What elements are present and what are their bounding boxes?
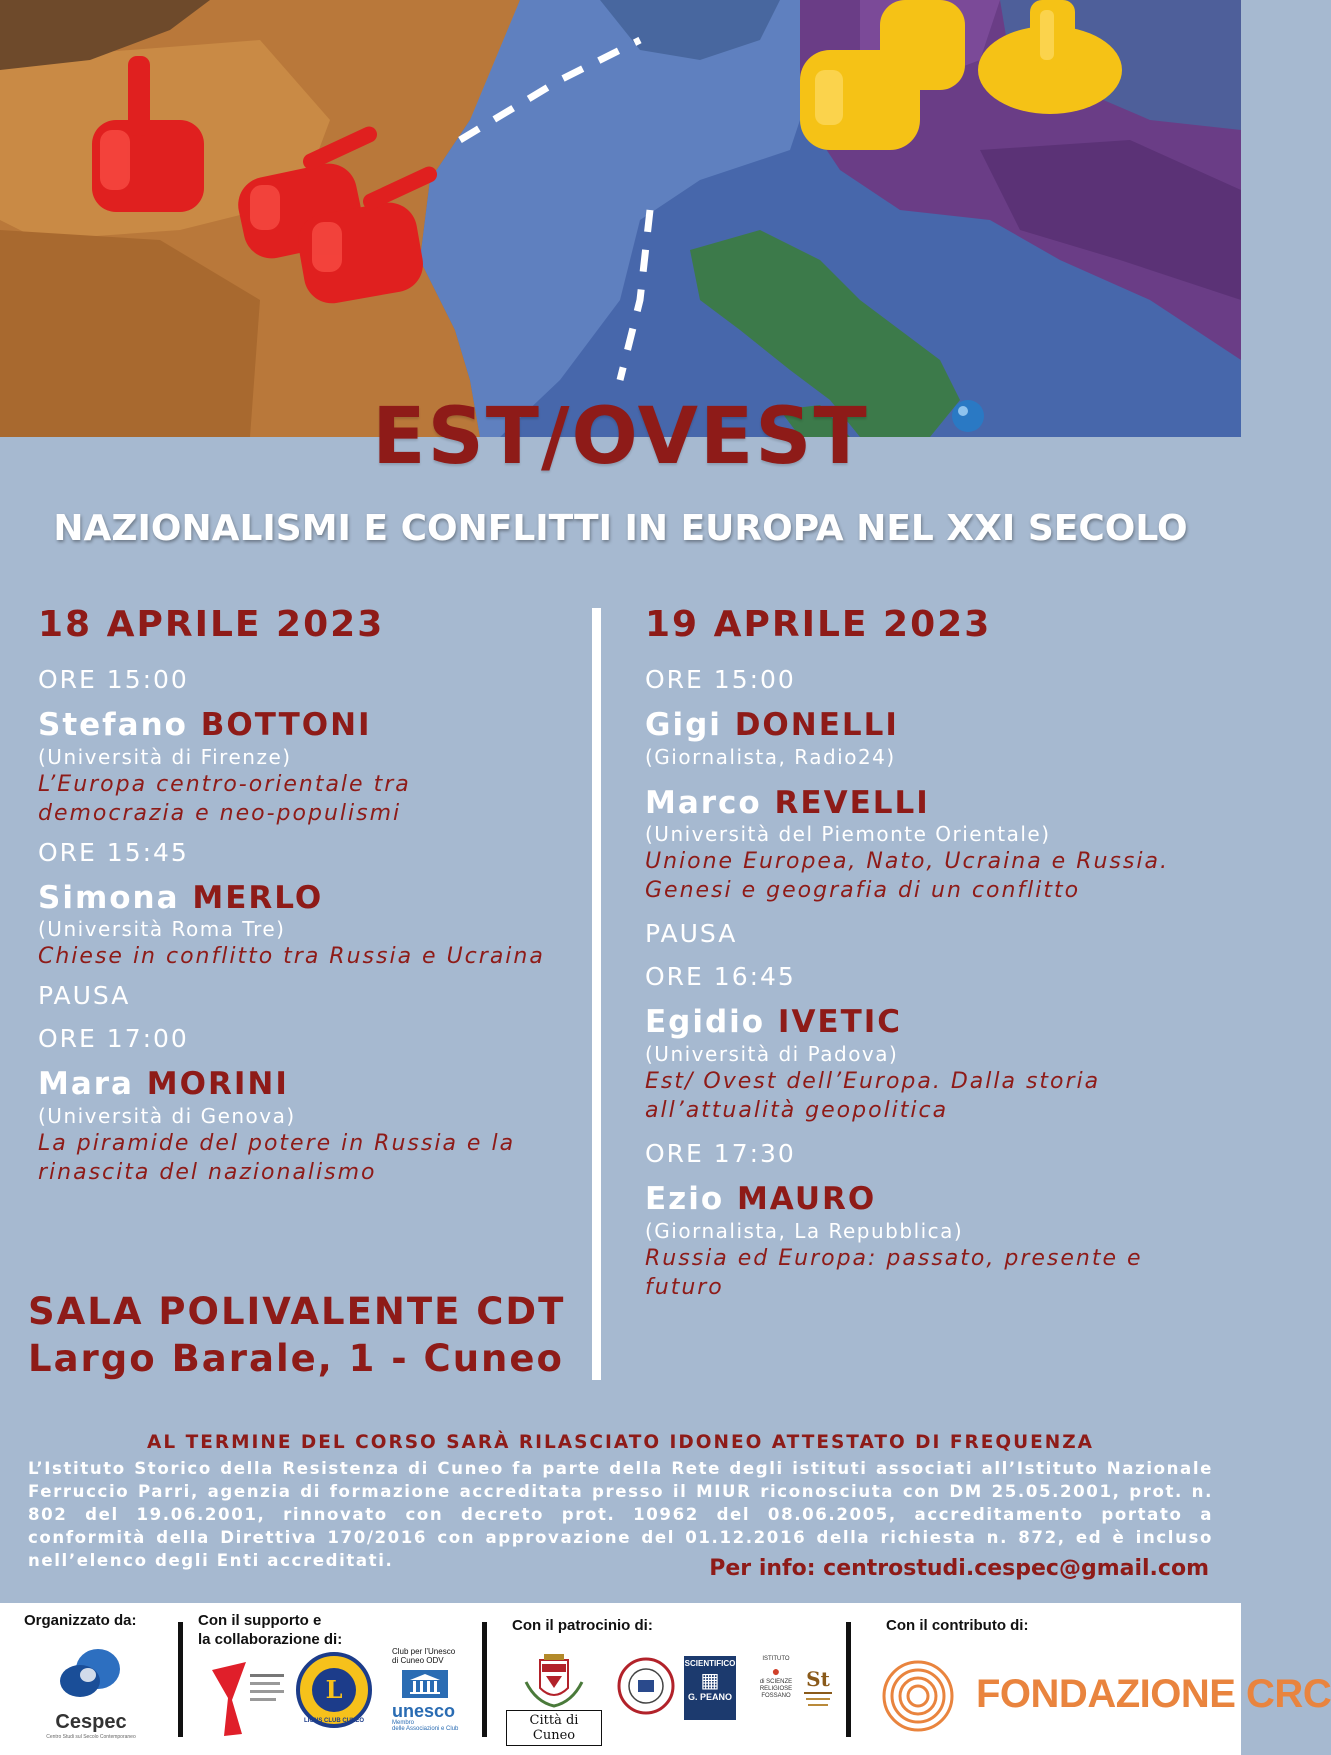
liceo-peano-logo: [684, 1656, 736, 1720]
cespec-mark-icon: [36, 1645, 146, 1705]
day1-time-3: ORE 17:00: [38, 1024, 189, 1054]
venue-address: Largo Barale, 1 - Cuneo: [28, 1337, 564, 1381]
speaker-first-name: Gigi: [645, 707, 722, 743]
speaker-first-name: Stefano: [38, 707, 188, 743]
talk-title-line: democrazia e neo-populismi: [38, 800, 402, 826]
talk-title-line: La piramide del potere in Russia e la: [38, 1131, 516, 1157]
crc-wordmark: FONDAZIONE CRC: [976, 1672, 1331, 1716]
speaker-name: [38, 881, 578, 917]
contribution-label: Con il contributo di:: [886, 1617, 1029, 1634]
day1-time-2: ORE 15:45: [38, 837, 189, 867]
day2-time-3: ORE 17:30: [645, 1139, 796, 1169]
talk-title: [645, 1067, 1215, 1125]
speaker-first-name: Marco: [645, 784, 762, 821]
speaker-name: [38, 1067, 578, 1103]
unesco-member: [392, 1720, 472, 1733]
talk-title: [38, 770, 578, 828]
speaker-affiliation: (Università di Firenze): [38, 744, 292, 769]
speaker-last-name: MORINI: [146, 1066, 289, 1103]
patronage-label: Con il patrocinio di:: [512, 1617, 653, 1634]
day1-time-1: ORE 15:00: [38, 665, 189, 694]
talk-title-line: Genesi e geografia di un conflitto: [645, 878, 1081, 904]
cespec-wordmark: Cespec: [55, 1711, 127, 1733]
speaker-first-name: Egidio: [645, 1004, 766, 1041]
venue-name: SALA POLIVALENTE CDT: [28, 1290, 566, 1333]
event-subtitle: NAZIONALISMI E CONFLITTI IN EUROPA NEL XXI SECOLO: [53, 508, 1188, 549]
column-divider: [592, 608, 601, 1380]
cespec-logo: [36, 1645, 146, 1745]
venue: [28, 1288, 588, 1383]
talk-title-line: futuro: [645, 1274, 724, 1300]
issr-fossano-logo: [754, 1656, 798, 1736]
speaker-name: [645, 1182, 1215, 1218]
liceo-classico-logo: [616, 1656, 676, 1716]
speaker-donelli: [645, 708, 1215, 770]
peano-grid-icon: ▦: [700, 1668, 720, 1692]
resistance-institute-icon: [206, 1660, 290, 1738]
talk-title: [38, 1129, 578, 1187]
istituto-resistenza-logo: [206, 1660, 290, 1738]
speaker-first-name: Ezio: [645, 1181, 725, 1218]
unesco-club-line: di Cuneo ODV: [392, 1655, 444, 1665]
cuneo-coat-of-arms-icon: [506, 1652, 602, 1712]
issr-line: RELIGIOSE: [759, 1685, 793, 1692]
issr-text: [754, 1656, 798, 1700]
cespec-tagline: Centro Studi sul Secolo Contemporaneo: [46, 1734, 136, 1740]
speaker-last-name: BOTTONI: [200, 707, 372, 743]
speaker-affiliation: (Università del Piemonte Orientale): [645, 822, 1051, 847]
support-label-line: Con il supporto e: [198, 1612, 322, 1629]
day2-time-2: ORE 16:45: [645, 962, 796, 992]
svg-text:L: L: [325, 1675, 343, 1704]
unesco-wordmark: unesco: [392, 1700, 456, 1721]
speaker-mauro: [645, 1182, 1215, 1302]
talk-title: [645, 1244, 1215, 1302]
talk-title-line: all’attualità geopolitica: [645, 1098, 949, 1124]
talk-title: [38, 942, 578, 971]
map-illustration: [0, 0, 1241, 437]
speaker-name: [645, 786, 1215, 822]
day2-program: [645, 604, 1215, 1312]
contact-info[interactable]: Per info: centrostudi.cespec@gmail.com: [709, 1556, 1209, 1581]
studio-teologico-icon: [800, 1656, 836, 1712]
issr-line: di SCIENZE: [759, 1678, 793, 1685]
speaker-affiliation: (Giornalista, La Repubblica): [645, 1218, 964, 1243]
peano-top: SCIENTIFICO: [684, 1659, 736, 1668]
talk-title-line: Unione Europea, Nato, Ucraina e Russia.: [645, 849, 1169, 875]
hero-map-image: [0, 0, 1241, 437]
talk-title-line: L’Europa centro-orientale tra: [38, 771, 411, 797]
unesco-member-line: Membro: [392, 1719, 415, 1726]
speaker-morini: [38, 1067, 578, 1187]
speaker-merlo: [38, 881, 578, 972]
day2-date: 19 APRILE 2023: [645, 604, 992, 645]
speaker-ivetic: [645, 1005, 1215, 1125]
speaker-last-name: MAURO: [736, 1181, 877, 1218]
day1-pause: PAUSA: [38, 981, 131, 1011]
speaker-first-name: Simona: [38, 879, 180, 916]
issr-dot-icon: ●: [771, 1662, 781, 1679]
speaker-affiliation: (Giornalista, Radio24): [645, 744, 896, 769]
day1-program: [38, 604, 578, 1197]
talk-title-line: Est/ Ovest dell’Europa. Dalla storia: [645, 1068, 1101, 1094]
day2-pause: PAUSA: [645, 919, 738, 949]
footer-separator: [482, 1622, 487, 1737]
speaker-last-name: MERLO: [192, 879, 324, 916]
peano-name: G. PEANO: [687, 1692, 732, 1702]
speaker-affiliation: (Università di Padova): [645, 1041, 899, 1066]
speaker-first-name: Mara: [38, 1066, 134, 1103]
organizer-label: Organizzato da:: [24, 1612, 137, 1629]
citta-di-cuneo-logo: [506, 1652, 602, 1743]
day1-date: 18 APRILE 2023: [38, 604, 385, 645]
liceo-classico-seal-icon: [616, 1656, 676, 1716]
talk-title-line: rinascita del nazionalismo: [38, 1160, 377, 1186]
speaker-last-name: DONELLI: [734, 707, 899, 743]
speaker-affiliation: (Università di Genova): [38, 1104, 296, 1129]
footer-separator: [178, 1622, 183, 1737]
unesco-club-logo: [392, 1648, 472, 1746]
speaker-revelli: [645, 786, 1215, 906]
speaker-last-name: IVETIC: [777, 1004, 903, 1041]
fondazione-crc-logo: [872, 1658, 1331, 1734]
unesco-temple-icon: [402, 1670, 448, 1698]
issr-line: ISTITUTO: [762, 1656, 790, 1662]
speaker-name: [38, 708, 578, 744]
lions-label: LIONS CLUB CUNEO: [304, 1718, 364, 1724]
talk-title: [645, 847, 1215, 905]
speaker-bottoni: [38, 708, 578, 828]
unesco-member-line: delle Associazioni e Club: [392, 1726, 459, 1733]
cuneo-label: Città di Cuneo: [506, 1710, 602, 1746]
unesco-club-line: Club per l’Unesco: [392, 1647, 456, 1656]
lions-club-logo: [296, 1652, 372, 1728]
speaker-name: [645, 708, 1215, 744]
crc-rings-icon: [872, 1658, 964, 1734]
accreditation-text: L’Istituto Storico della Resistenza di Cuneo fa parte della Rete degli istituti associati all’Istituto Nazionale Ferruccio Parri, agenzia di formazione accreditata presso il MIUR riconosciuta con DM 25.05.2001, prot. n. 802 del 19.06.2001, rinnovato con decreto prot. 10962 del 08.06.2005, accreditamento portato a conformità della Direttiva 170/2016 con approvazione del 01.12.2016 della richiesta n. 872, ed è incluso nell’elenco degli Enti accreditati.: [28, 1459, 1213, 1570]
day2-time-1: ORE 15:00: [645, 665, 796, 694]
event-title: EST/OVEST: [372, 392, 869, 482]
talk-title-line: Chiese in conflitto tra Russia e Ucraina: [38, 944, 545, 970]
support-label: [198, 1612, 342, 1650]
lions-emblem-icon: [296, 1652, 372, 1728]
talk-title-line: Russia ed Europa: passato, presente e: [645, 1245, 1143, 1271]
footer-separator: [846, 1622, 851, 1737]
speaker-last-name: REVELLI: [774, 784, 930, 821]
unesco-club-name: [392, 1648, 472, 1666]
svg-text:St: St: [806, 1667, 830, 1691]
issr-line: FOSSANO: [761, 1692, 791, 1699]
speaker-affiliation: (Università Roma Tre): [38, 917, 286, 942]
attestato-notice: AL TERMINE DEL CORSO SARÀ RILASCIATO IDONEO ATTESTATO DI FREQUENZA: [147, 1432, 1094, 1453]
speaker-name: [645, 1005, 1215, 1041]
support-label-line: la collaborazione di:: [198, 1630, 343, 1648]
studio-teologico-logo: [800, 1656, 836, 1712]
